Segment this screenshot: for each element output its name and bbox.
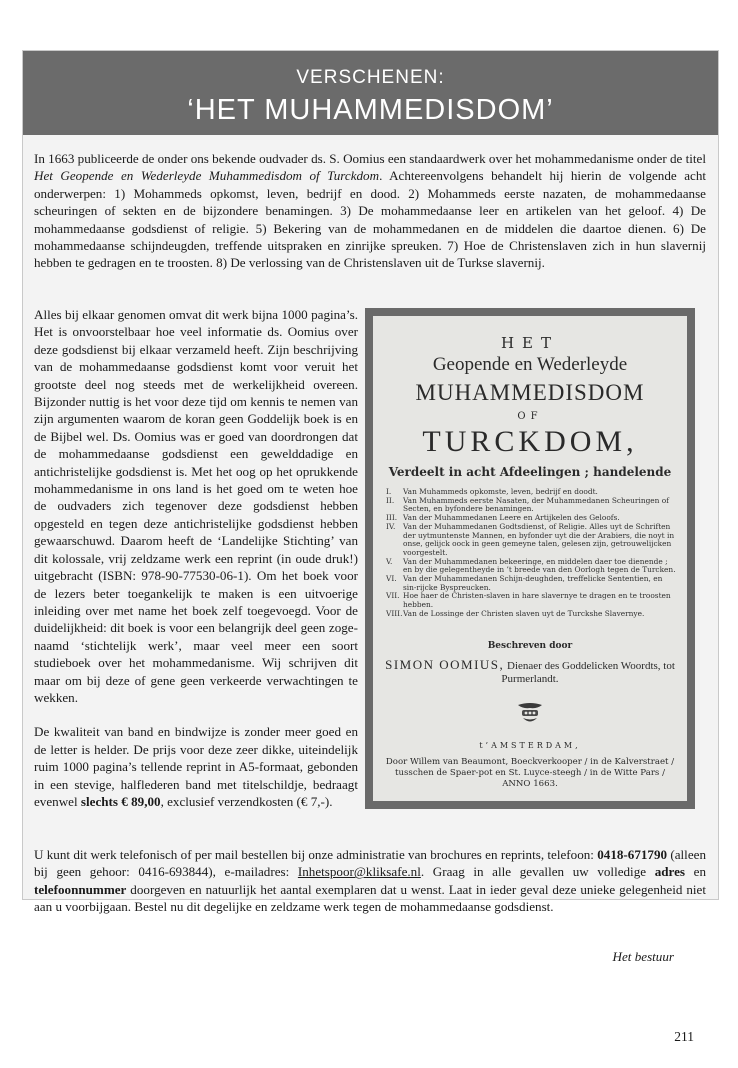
tp-het: HET xyxy=(500,334,560,352)
tp-verdeelt: Verdeelt in acht Afdeelingen ; handelende xyxy=(388,465,672,479)
tp-muhammedisdom: MUHAMMEDISDOM xyxy=(415,380,645,405)
tp-chapter: VII. Hoe haer de Christen-slaven in hare slavernye te dragen en te troosten hebben. xyxy=(386,591,671,610)
tp-author-name: SIMON OOMIUS, xyxy=(385,657,505,672)
banner-kicker: VERSCHENEN: xyxy=(296,67,445,88)
printer-ornament-icon xyxy=(517,701,543,725)
body-paragraph-scope: Alles bij elkaar genomen omvat dit werk bijna 1000 pagina’s. Het is onvoorstelbaar hoe veel informatie ds. Oomius over deze godsdienst bij elkaar verzameld heeft. Zijn beschrijving van de mohammedaanse godsdienst komt voor veruit het grootste deel nog steeds met de werkelijkheid overeen. Bijzonder nuttig is het voor deze tijd om kennis te nemen van zijn argumenten waarom de koran geen Goddelijk boek is en de Bijbel wel. Ds. Oomius was er goed van doordrongen dat de mohammedaanse godsdienst een gewelddadige en antichristelijke godsdienst is. Met het oog op het oprukkende mohammedanisme in ons land is het goed om te weten hoe de oudvaders zich tegenover deze godsdienst hebben opgesteld en tegen deze antichristelijke godsdienst hebben gewaarschuwd. Daarom heeft de ‘Landelijke Stichting’ van dit kolossale, vrij zeldzame werk een reprint (in oude druk!) uitgebracht (ISBN: 978-90-77530-06-1). Om het boek voor de lezers beter toegankelijk te maken is een uitvoerige inleiding over met name het boek zelf toegevoegd. Voor de duidelijkheid: dit boek is voor een belangrijk deel geen zogenaamd ‘stichtelijk werk’, maar veel meer een soort studieboek over het mohammedanisme. Wij schrijven dit maar om bij deze of gene geen verkeerde verwachtingen te wekken. xyxy=(34,307,358,705)
price: slechts € 89,00 xyxy=(80,793,161,809)
title-page-image xyxy=(365,308,695,809)
tp-printer: Door Willem van Beaumont, Boeckverkooper / in de Kalverstraet / tusschen de Spaer-pot en St. Luyce-steegh / in de Witte Pars / ANNO 1663. xyxy=(385,757,675,789)
tp-author-role: Dienaer des Goddelicken Woordts, tot Purmerlandt. xyxy=(501,660,675,685)
tp-geopende: Geopende en Wederleyde xyxy=(432,354,628,375)
tp-chapter: IV. Van der Muhammedanen Godtsdienst, of Religie. Alles uyt de Schriften der uytmuntenste Mannen, en byfonder uyt die der Arabiers, die noyt in onse, gelijck oock in geen gemeyne talen, gelesen zijn, getrouwelijcken voorgestelt. xyxy=(386,521,675,557)
tp-author xyxy=(373,658,687,686)
intro-text-start: In 1663 publiceerde de onder ons bekende oudvader ds. S. Oomius een standaardwerk over het mohammedanisme onder de titel xyxy=(34,151,706,166)
ordering-paragraph: U kunt dit werk telefonisch of per mail bestellen bij onze administratie van brochures en reprints, telefoon: 0418-671790 (alleen bij geen gehoor: 0416-693844), e-mailadres: Inhetspoor@kliksafe.nl. Graag in alle gevallen uw volledige adres en telefoonnummer doorgeven en natuurlijk het aantal exemplaren dat u wenst. Laat in ieder geval deze unieke gelegenheid niet aan u voorbijgaan. Bestel nu dit degelijke en zeldzame werk tegen de mohammedaanse godsdienst. xyxy=(34,847,706,915)
banner-title: ‘HET MUHAMMEDISDOM’ xyxy=(187,94,554,126)
tp-chapter: II. Van Muhammeds eerste Nasaten, der Muhammedanen Scheuringen of Secten, en byfondere benamingen. xyxy=(386,495,669,514)
body-paragraph-quality xyxy=(34,723,358,810)
shipping-text: , exclusief verzendkosten (€ 7,-). xyxy=(160,793,333,809)
tp-beschreven: Beschreven door xyxy=(487,641,573,651)
title-page-sheet xyxy=(373,316,687,801)
book-title-italic: Het Geopende en Wederleyde Muhammedisdom of Turckdom xyxy=(34,168,380,184)
tp-chapter-list xyxy=(386,488,676,619)
quality-text: De kwaliteit van band en bindwijze is zonder meer goed en de letter is helder. De prijs voor deze zeer dikke, uiteindelijk ruim 1000 pagina’s tellende reprint in A5-formaat, gebonden in een stevige, halflederen band met titelschildje, bedraagt evenwel xyxy=(34,724,358,809)
tp-chapter: VIII.Van de Lossinge der Christen slaven uyt de Turckshe Slavernye. xyxy=(386,608,645,618)
signature: Het bestuur xyxy=(612,949,674,964)
body-column xyxy=(34,306,358,810)
intro-text-end: . Achtereenvolgens behandelt hij hierin de volgende acht onderwerpen: 1) Mohammeds opkomst, leven, bedrijf en dood. 2) Mohammeds eerste nazaten, de mohammedaanse scheuringen of sekten en de bijzondere benamingen. 3) De mohammedaanse leer en artikelen van het geloof. 4) De mohammedaanse godsdienst of religie. 5) Bekering van de mohammedanen en de middelen die daartoe dienen. 6) De mohammedaanse schijndeugden, treffende uitspraken en zinrijke spreuken. 7) Hoe de Christenslaven zich in hun slavernij hebben te gedragen en te troosten. 8) De verlossing van de Christenslaven uit de Turkse slavernij. xyxy=(34,168,707,271)
adres-emphasis: adres xyxy=(654,864,685,880)
tp-chapter: III. Van der Muhammedanen Leere en Artijkelen des Geloofs. xyxy=(386,513,620,523)
tp-chapter: VI. Van der Muhammedanen Schijn-deughden, treffelicke Sententien, en sin-rijcke Byspreucken. xyxy=(386,574,663,592)
page-number: 211 xyxy=(674,1029,694,1044)
tp-turckdom: TURCKDOM, xyxy=(422,425,638,458)
telefoonnummer-emphasis: telefoonnummer xyxy=(34,881,127,897)
article-banner xyxy=(23,51,718,135)
intro-paragraph xyxy=(34,150,706,272)
tp-chapter: V. Van der Muhammedanen bekeeringe, en middelen daer toe dienende ; en by die gelegentheyde in ’t breede van den Oorlogh tegen de Turcken. xyxy=(386,556,676,575)
tp-of: OF xyxy=(517,411,543,422)
email-link[interactable]: Inhetspoor@kliksafe.nl xyxy=(297,864,421,880)
phone-number: 0418-671790 xyxy=(597,847,668,862)
tp-city: t’AMSTERDAM, xyxy=(479,741,581,750)
tp-chapter: I. Van Muhammeds opkomste, leven, bedrijf en doodt. xyxy=(386,487,598,496)
